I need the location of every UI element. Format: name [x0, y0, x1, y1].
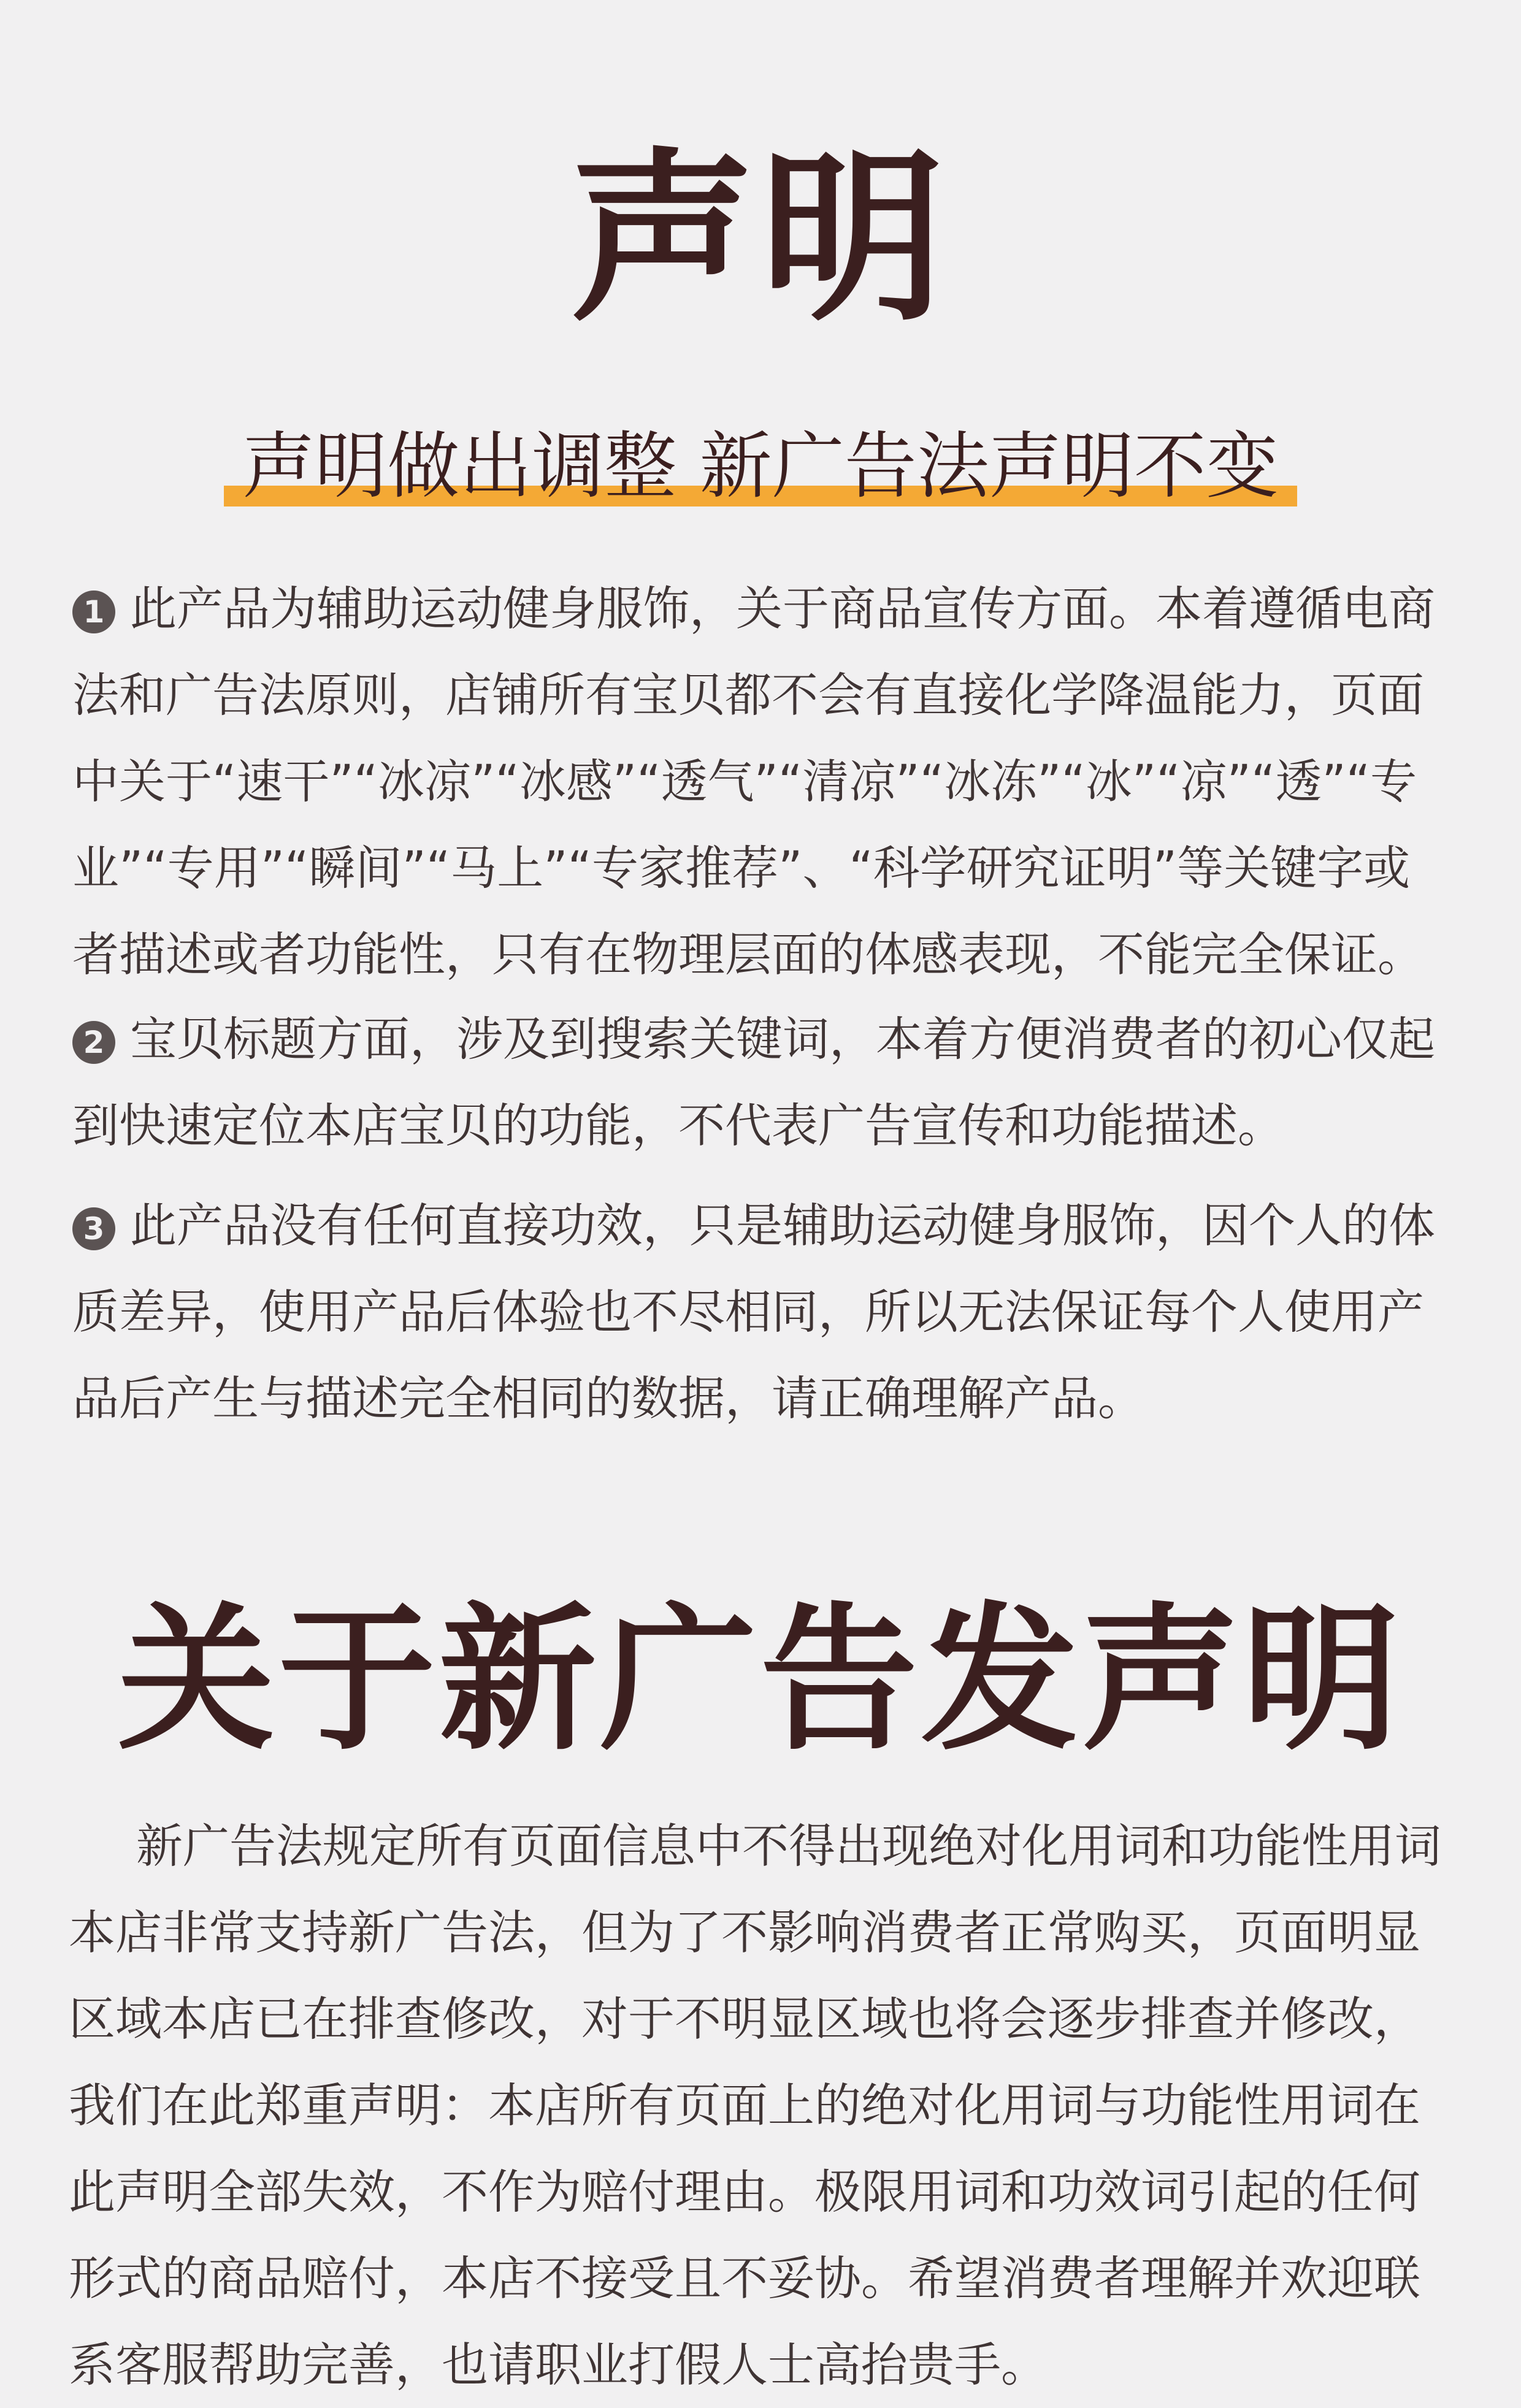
- subtitle-text: 声明做出调整 新广告法声明不变: [242, 424, 1279, 508]
- subtitle: [230, 423, 1291, 510]
- statement-item-3: [72, 1182, 1449, 1442]
- statement-item-2-text: 宝贝标题方面，涉及到搜索关键词，本着方便消费者的初心仅起到快速定位本店宝贝的功能，不代表广告宣传和功能描述。: [72, 1012, 1435, 1153]
- number-badge-3: 3: [72, 1207, 115, 1250]
- statement-item-3-text: 此产品没有任何直接功效，只是辅助运动健身服饰，因个人的体质差异，使用产品后体验也不尽相同，所以无法保证每个人使用产品后产生与描述完全相同的数据，请正确理解产品。: [72, 1198, 1435, 1426]
- statement-item-2: [72, 996, 1449, 1169]
- section-body: 新广告法规定所有页面信息中不得出现绝对化用词和功能性用词本店非常支持新广告法，但为了不影响消费者正常购买，页面明显区域本店已在排查修改，对于不明显区域也将会逐步排查并修改，我们在此郑重声明：本店所有页面上的绝对化用词与功能性用词在此声明全部失效，不作为赔付理由。极限用词和功效词引起的任何形式的商品赔付，本店不接受且不妥协。希望消费者理解并欢迎联系客服帮助完善，也请职业打假人士高抬贵手。: [69, 1819, 1441, 2392]
- statement-item-1-text: 此产品为辅助运动健身服饰，关于商品宣传方面。本着遵循电商法和广告法原则，店铺所有宝贝都不会有直接化学降温能力，页面中关于“速干”“冰凉”“冰感”“透气”“清凉”“冰冻”“冰”“凉”“透”“专业”“专用”“瞬间”“马上”“专家推荐”、“科学研究证明”等关键字或者描述或者功能性，只有在物理层面的体感表现，不能完全保证。: [72, 581, 1435, 982]
- subtitle-block: [0, 423, 1521, 510]
- number-badge-1: 1: [72, 591, 115, 633]
- section-title: 关于新广告发声明: [117, 1589, 1403, 1772]
- statement-item-1: [72, 565, 1449, 998]
- number-badge-2: 2: [72, 1021, 115, 1064]
- page-title: 声明: [570, 132, 951, 346]
